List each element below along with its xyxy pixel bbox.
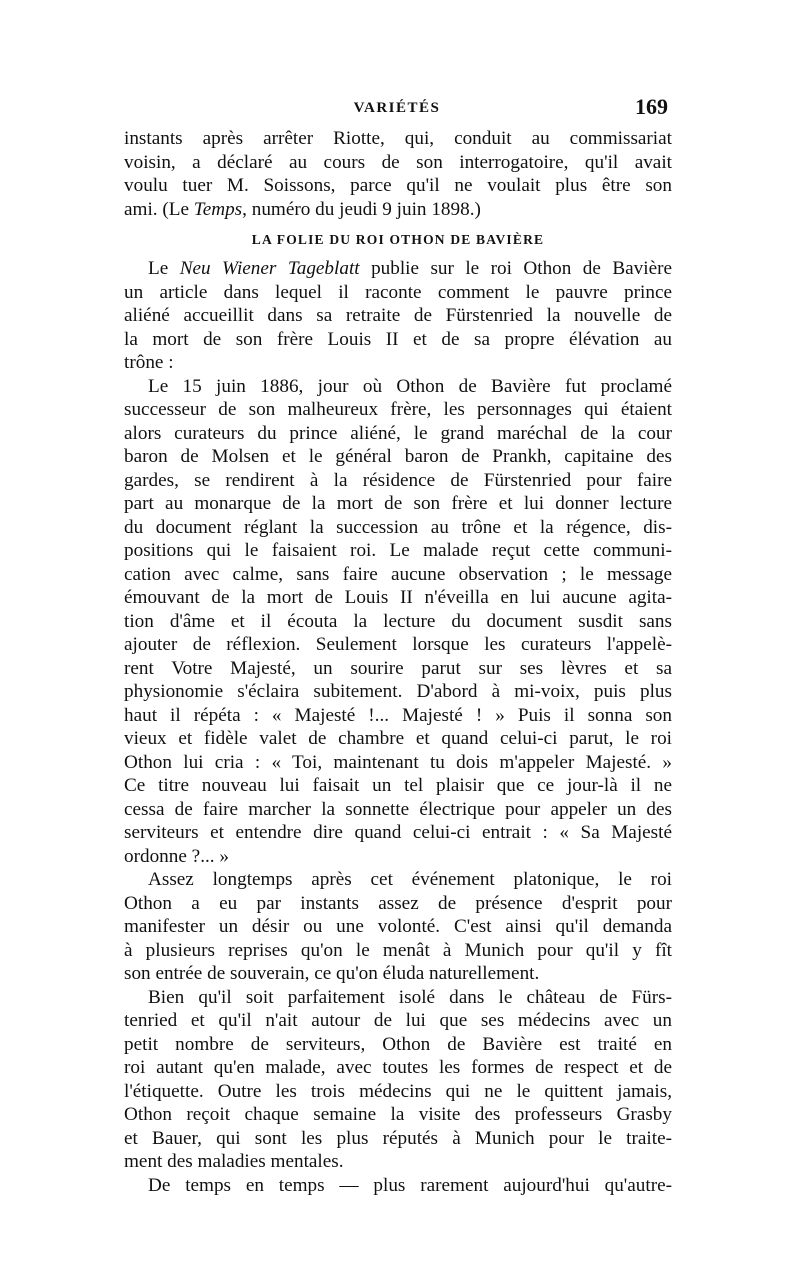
text-line: Othon reçoit chaque semaine la visite des professeurs Grasby [124,1104,672,1125]
text-line: aliéné accueillit dans sa retraite de Fürstenried la nouvelle de [124,305,672,326]
text-line: rent Votre Majesté, un sourire parut sur ses lèvres et sa [124,657,672,679]
text-line: un article dans lequel il raconte comment le pauvre prince [124,281,672,303]
text-line: trône : [124,352,174,373]
body-text [124,127,672,1197]
text-line: De temps en temps — plus rarement aujourd'hui qu'autre- [148,1174,672,1196]
text-line: successeur de son malheureux frère, les personnages qui étaient [124,399,672,420]
text-line: Othon lui cria : « Toi, maintenant tu dois m'appeler Majesté. » [124,751,672,773]
text-span: publie sur le roi Othon de Bavière [359,258,672,279]
text-line: Le 15 juin 1886, jour où Othon de Bavière fut proclamé [148,375,672,397]
text-line: ment des maladies mentales. [124,1151,344,1172]
text-line: baron de Molsen et le général baron de Prankh, capitaine des [124,446,672,467]
text-line: physionomie s'éclaira subitement. D'abord à mi-voix, puis plus [124,681,672,702]
text-line: du document réglant la succession au trône et la régence, dis- [124,516,672,538]
text-line: à plusieurs reprises qu'on le menât à Munich pour qu'il y fît [124,939,672,961]
text-line: l'étiquette. Outre les trois médecins qui ne le quittent jamais, [124,1080,672,1102]
text-line: Bien qu'il soit parfaitement isolé dans le château de Fürs- [148,986,672,1008]
text-line: voulu tuer M. Soissons, parce qu'il ne voulait plus être son [124,175,672,196]
text-line [124,257,672,281]
text-line: ajouter de réflexion. Seulement lorsque les curateurs l'appelè- [124,634,672,655]
text-line: cation avec calme, sans faire aucune observation ; le message [124,563,672,585]
text-line: vieux et fidèle valet de chambre et quand celui-ci parut, le roi [124,728,672,749]
newspaper-title: Neu Wiener Tageblatt [179,258,360,279]
text-span: Le [148,258,180,279]
text-line: serviteurs et entendre dire quand celui-ci entrait : « Sa Majesté [124,822,672,843]
text-line: Ce titre nouveau lui faisait un tel plaisir que ce jour-là il ne [124,775,672,796]
text-line: positions qui le faisaient roi. Le malade reçut cette communi- [124,540,672,561]
text-line: émouvant de la mort de Louis II n'éveilla en lui aucune agita- [124,587,672,608]
text-line: manifester un désir ou une volonté. C'est ainsi qu'il demanda [124,916,672,937]
text-line: alors curateurs du prince aliéné, le grand maréchal de la cour [124,422,672,444]
text-line: roi autant qu'en malade, avec toutes les formes de respect et de [124,1057,672,1078]
text-span: ami. (Le [124,198,194,220]
text-line: et Bauer, qui sont les plus réputés à Munich pour le traite- [124,1127,672,1149]
running-title: VARIÉTÉS [353,100,441,116]
text-line: gardes, se rendirent à la résidence de Fürstenried pour faire [124,469,672,491]
text-line: tion d'âme et il écouta la lecture du document susdit sans [124,610,672,632]
section-heading: LA FOLIE DU ROI OTHON DE BAVIÈRE [251,232,545,247]
text-line: son entrée de souverain, ce qu'on éluda naturellement. [124,963,540,984]
page-number: 169 [635,94,668,119]
text-line: part au monarque de la mort de son frère et lui donner lecture [124,493,672,514]
newspaper-title: Temps [193,198,243,220]
text-line: petit nombre de serviteurs, Othon de Bavière est traité en [124,1033,672,1055]
text-line: Assez longtemps après cet événement platonique, le roi [148,869,672,890]
text-line [124,198,672,222]
text-line: tenried et qu'il n'ait autour de lui que ses médecins avec un [124,1010,672,1031]
text-line: la mort de son frère Louis II et de sa propre élévation au [124,328,672,350]
text-line: Othon a eu par instants assez de présence d'esprit pour [124,892,672,914]
text-line: cessa de faire marcher la sonnette électrique pour appeler un des [124,798,672,820]
running-header [124,96,670,120]
text-line: ordonne ?... » [124,845,229,867]
text-line: voisin, a déclaré au cours de son interrogatoire, qu'il avait [124,151,672,173]
text-line: instants après arrêter Riotte, qui, conduit au commissariat [124,128,672,149]
text-line: haut il répéta : « Majesté !... Majesté ! » Puis il sonna son [124,704,672,726]
text-span: , numéro du jeudi 9 juin 1898.) [242,198,481,220]
